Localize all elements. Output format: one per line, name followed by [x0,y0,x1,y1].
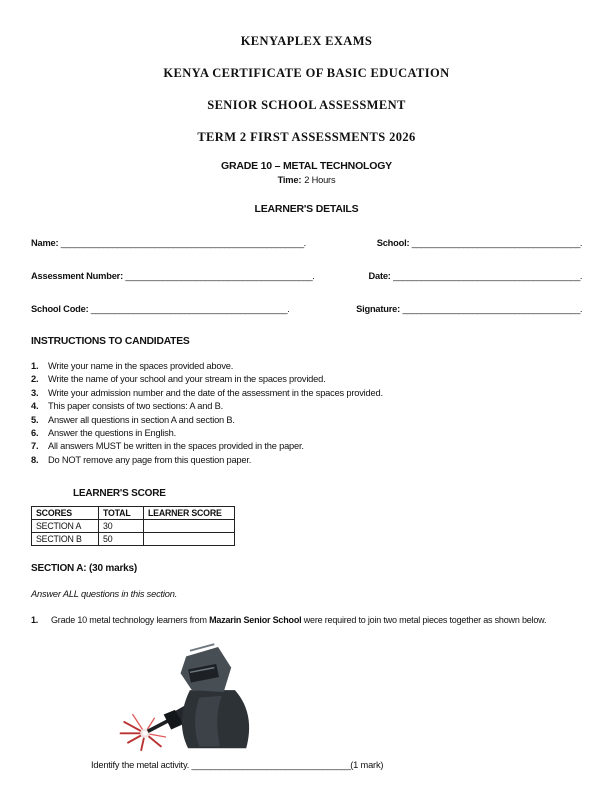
item-text: Write your name in the spaces provided above. [48,361,234,371]
assessment-number-field [31,271,314,281]
assessment-title: SENIOR SCHOOL ASSESSMENT [207,98,406,112]
school-field [377,238,582,248]
name-blank: ____________________________________________________. [60,238,306,248]
item-text: This paper consists of two sections: A and B. [48,401,223,412]
cell-section-a: SECTION A [32,520,99,533]
item-number: 8. [31,454,39,465]
learner-score-heading: LEARNER'S SCORE [73,488,166,500]
cell-section-a-learner-score [144,520,235,533]
term-title: TERM 2 FIRST ASSESSMENTS 2026 [197,130,416,144]
score-table [31,506,235,546]
col-header-scores: SCORES [32,507,99,520]
instructions-list [31,360,582,467]
time-value: 2 Hours [304,175,336,185]
date-blank: ________________________________________. [393,271,582,281]
question-number: 1. [31,615,39,626]
score-table-header-row [32,507,235,520]
school-code-blank: __________________________________________. [90,304,290,314]
assessment-number-blank: ________________________________________. [125,271,315,281]
list-item [31,454,582,467]
identify-label: Identify the metal activity. [91,759,192,770]
identify-activity-line [91,760,582,770]
date-label: Date: [368,271,394,281]
item-number: 3. [31,387,39,398]
item-text: Answer all questions in section A and section B. [48,414,235,425]
item-text: Write your admission number and the date of the assessment in the spaces provided. [48,387,383,398]
exam-board-title: KENYAPLEX EXAMS [240,34,373,48]
time-line [31,175,582,185]
list-item [31,440,582,453]
section-a-note: Answer ALL questions in this section. [31,589,178,600]
signature-label: Signature: [356,304,403,314]
list-item [31,373,582,386]
date-field [368,271,582,281]
item-number: 1. [31,361,39,371]
list-item [31,400,582,413]
form-row-assessment-date [31,271,582,281]
learner-details-heading: LEARNER'S DETAILS [254,203,359,215]
signature-field [356,304,582,314]
item-number: 7. [31,441,39,452]
identify-blank: __________________________________ [191,759,351,770]
item-text: All answers MUST be written in the spaces provided in the paper. [48,441,304,452]
form-row-code-signature [31,304,582,314]
cell-section-b-total: 50 [99,533,144,546]
school-code-field [31,304,289,314]
sparks-icon [121,714,166,750]
list-item [31,387,582,400]
item-number: 5. [31,414,39,425]
col-header-total: TOTAL [99,507,144,520]
signature-blank: ______________________________________. [402,304,582,314]
section-a-heading: SECTION A: (30 marks) [31,563,138,575]
certificate-title: KENYA CERTIFICATE OF BASIC EDUCATION [163,66,450,80]
question-text [51,614,546,627]
cell-section-b: SECTION B [32,533,99,546]
assessment-number-label: Assessment Number: [31,271,126,281]
identify-marks: (1 mark) [350,759,384,770]
question-text-after: were required to join two metal pieces together as shown below. [301,615,547,626]
item-text: Do NOT remove any page from this question paper. [48,454,252,465]
question-text-bold: Mazarin Senior School [209,615,302,626]
table-row-section-a [32,520,235,533]
table-row-section-b [32,533,235,546]
school-blank: ____________________________________. [411,238,582,248]
col-header-learner-score: LEARNER SCORE [144,507,235,520]
list-item [31,360,582,373]
subject-title: GRADE 10 – METAL TECHNOLOGY [221,160,392,172]
school-code-label: School Code: [31,304,91,314]
cell-section-b-learner-score [144,533,235,546]
name-field [31,238,306,248]
time-label: Time: [277,175,302,185]
question-text-before: Grade 10 metal technology learners from [51,615,210,626]
item-text: Answer the questions in English. [48,428,176,439]
item-number: 4. [31,401,39,412]
item-number: 6. [31,428,39,439]
list-item [31,427,582,440]
item-text: Write the name of your school and your stream in the spaces provided. [48,374,326,385]
question-1 [31,614,582,627]
school-label: School: [376,238,412,248]
welder-illustration [109,632,269,752]
form-row-name-school [31,238,582,248]
instructions-heading: INSTRUCTIONS TO CANDIDATES [31,336,190,347]
item-number: 2. [31,374,39,385]
list-item [31,414,582,427]
name-label: Name: [31,238,61,248]
cell-section-a-total: 30 [99,520,144,533]
